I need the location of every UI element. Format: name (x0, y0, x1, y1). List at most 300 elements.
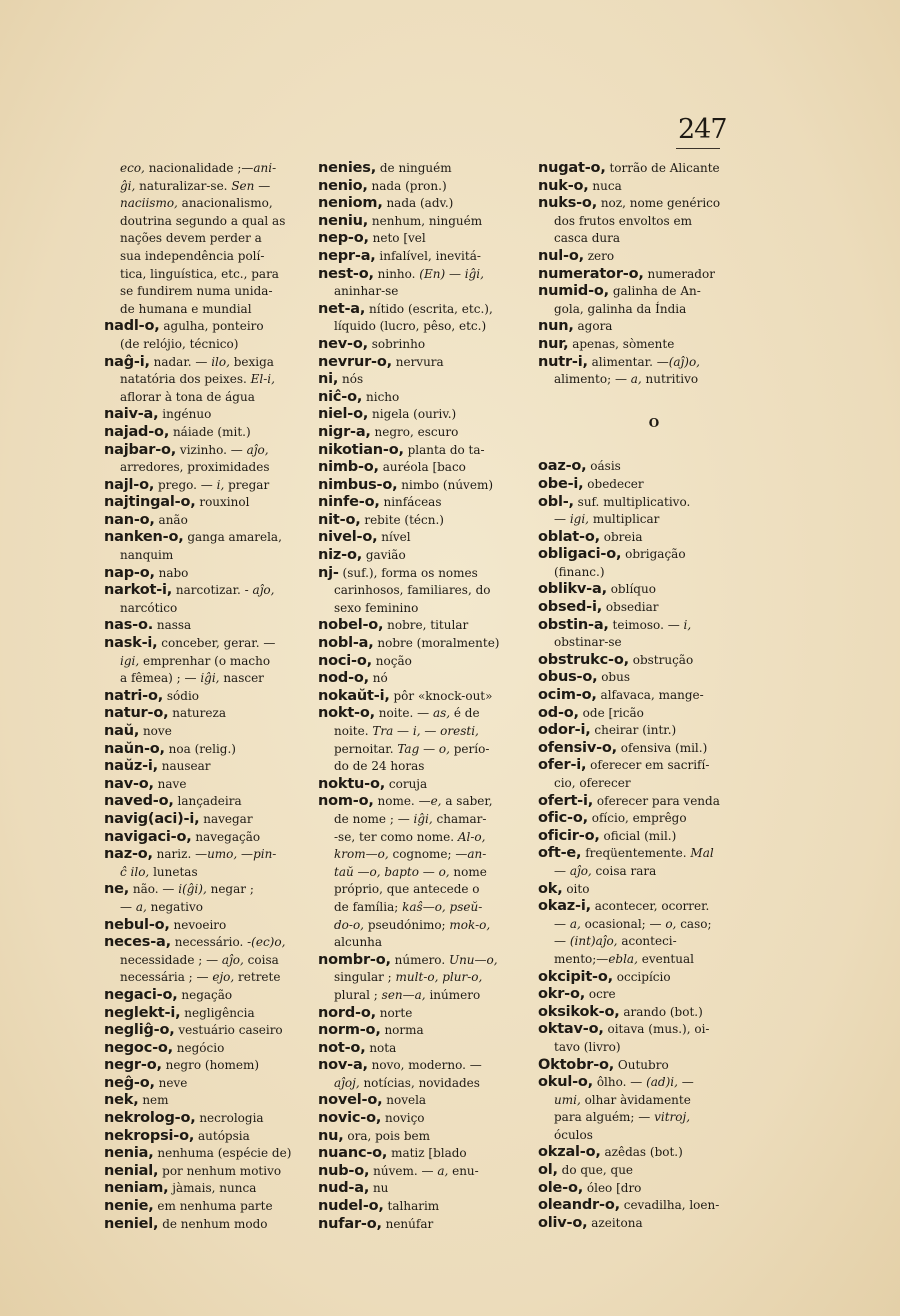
entry-line (318, 266, 528, 284)
definition-text: náiade (mit.) (169, 424, 251, 439)
headword: niel-o, (318, 406, 369, 423)
entry-line (318, 793, 528, 811)
headword: negaci-o, (104, 986, 178, 1003)
definition-text: obus (597, 670, 630, 685)
headword: nod-o, (318, 670, 369, 687)
definition-text: cheirar (intr.) (590, 723, 677, 738)
definition-text: nobre, titular (383, 618, 469, 633)
entry-line (104, 213, 306, 231)
entry-line (104, 723, 306, 741)
entry-line (538, 1127, 770, 1145)
definition-text: carinhosos, familiares, do (334, 583, 491, 598)
headword: ofer-i, (538, 757, 587, 774)
entry-line (318, 301, 528, 319)
definition-text: arando (bot.) (619, 1004, 703, 1019)
definition-text: nevoeiro (169, 917, 227, 932)
entry-line (104, 741, 306, 759)
definition-text: inúmero (425, 987, 481, 1002)
definition-text: nervura (391, 354, 444, 369)
entry-line (104, 670, 306, 688)
entry-line (318, 723, 528, 741)
entry-line (104, 1198, 306, 1216)
entry-line (538, 248, 770, 266)
headword: obligaci-o, (538, 546, 622, 563)
derived-form: an- (467, 847, 487, 862)
definition-text: a fêmea) ; — (120, 671, 201, 686)
entry-line (318, 1022, 528, 1040)
entry-line (538, 881, 770, 899)
definition-text: matiz [blado (387, 1146, 467, 1161)
entry-line (538, 617, 770, 635)
headword: okul-o, (538, 1074, 593, 1091)
headword: od-o, (538, 704, 579, 721)
definition-text: zero (583, 248, 615, 263)
definition-text: por nenhum motivo (158, 1163, 282, 1178)
definition-text: ganga amarela, (183, 530, 282, 545)
definition-text: neto [vel (368, 231, 426, 246)
headword: nekrolog-o, (104, 1110, 196, 1127)
definition-text: noa (relig.) (164, 741, 236, 756)
derived-form: Al-o, (457, 829, 486, 844)
entry-line (538, 1039, 770, 1057)
headword: nufar-o, (318, 1215, 382, 1232)
entry-line (538, 160, 770, 178)
headword: natur-o, (104, 705, 169, 722)
headword: neniu, (318, 212, 369, 229)
headword: naŭz-i, (104, 758, 158, 775)
entry-line (104, 969, 306, 987)
definition-text: eventual (637, 951, 694, 966)
entry-line (538, 494, 770, 512)
definition-text: — (554, 934, 570, 949)
entry-line (318, 1110, 528, 1128)
entry-line (104, 864, 306, 882)
entry-line (104, 178, 306, 196)
entry-line (104, 705, 306, 723)
definition-text: nada (pron.) (367, 178, 447, 193)
entry-line (104, 230, 306, 248)
entry-line (318, 230, 528, 248)
definition-text: arredores, proximidades (120, 460, 270, 475)
entry-line (318, 1075, 528, 1093)
headword: nul-o, (538, 247, 584, 264)
headword: oft-e, (538, 845, 582, 862)
headword: okaz-i, (538, 898, 591, 915)
definition-text: teimoso. — (608, 617, 684, 632)
entry-line (318, 178, 528, 196)
definition-text: vestuário caseiro (174, 1023, 283, 1038)
entry-line (318, 846, 528, 864)
entry-line (104, 565, 306, 583)
definition-text: autópsia (194, 1128, 250, 1143)
entry-line (318, 881, 528, 899)
entry-line (318, 354, 528, 372)
entry-line (104, 371, 306, 389)
entry-line (104, 1022, 306, 1040)
definition-text: ôlho. — (593, 1075, 647, 1090)
headword: nenie, (104, 1198, 154, 1215)
entry-line (318, 424, 528, 442)
entry-line (104, 301, 306, 319)
definition-text: nenhuma (espécie de) (153, 1146, 292, 1161)
headword: neniam, (104, 1180, 169, 1197)
headword: obsed-i, (538, 599, 603, 616)
definition-text: necessária ; — (120, 970, 213, 985)
definition-text: nu (369, 1181, 389, 1196)
headword: nu, (318, 1127, 344, 1144)
entry-line (538, 1021, 770, 1039)
derived-form: iĝi, (200, 671, 220, 686)
definition-text: agora (573, 319, 613, 334)
definition-text: ora, pois bem (343, 1128, 430, 1143)
entry-line (318, 776, 528, 794)
entry-line (318, 670, 528, 688)
derived-form: aĵo, (252, 583, 275, 598)
definition-text: coruja (385, 776, 428, 791)
headword: oliv-o, (538, 1214, 588, 1231)
headword: odor-i, (538, 722, 591, 739)
entry-line (538, 476, 770, 494)
definition-text: nítido (escrita, etc.), (365, 301, 493, 316)
headword: obus-o, (538, 669, 598, 686)
entry-line (318, 1128, 528, 1146)
entry-line (318, 952, 528, 970)
derived-form: Unu—o, (448, 952, 498, 967)
entry-line (104, 1040, 306, 1058)
derived-form: ejo, (212, 970, 235, 985)
definition-text: negro (homem) (161, 1058, 260, 1073)
headword: nivel-o, (318, 529, 378, 546)
page-number: 247 (678, 114, 727, 145)
entry-line (104, 1075, 306, 1093)
definition-text: pernoitar. (334, 741, 398, 756)
headword: oblikv-a, (538, 581, 607, 598)
definition-text: cognome; — (388, 847, 468, 862)
entry-line (538, 564, 770, 582)
entry-line (104, 547, 306, 565)
entry-line (104, 477, 306, 495)
entry-line (538, 1109, 770, 1127)
entry-line (104, 160, 306, 178)
headword: nenia, (104, 1145, 154, 1162)
derived-form: (ad)i, (646, 1075, 678, 1090)
definition-text: rebite (técn.) (360, 512, 444, 527)
definition-text: norte (375, 1005, 413, 1020)
definition-text: negativo (146, 899, 203, 914)
headword: norm-o, (318, 1022, 381, 1039)
entry-line (538, 178, 770, 196)
headword: nap-o, (104, 564, 155, 581)
entry-line (318, 248, 528, 266)
entry-line (104, 318, 306, 336)
definition-text: cio, oferecer (554, 776, 631, 790)
definition-text: nutritivo (641, 372, 699, 387)
entry-line (318, 917, 528, 935)
derived-form: Mal (690, 846, 714, 861)
definition-text: óculos (554, 1127, 593, 1142)
headword: naz-o, (104, 846, 153, 863)
definition-text: nuca (588, 178, 622, 193)
headword: neniom, (318, 195, 383, 212)
headword: nask-i, (104, 635, 158, 652)
entry-line (318, 617, 528, 635)
headword: navig(aci)-i, (104, 810, 200, 827)
definition-text: galinha de An- (609, 284, 701, 299)
definition-text: oásis (586, 459, 621, 474)
entry-line (104, 248, 306, 266)
entry-line (538, 336, 770, 354)
definition-text: número. (390, 952, 449, 967)
headword: najtingal-o, (104, 494, 196, 511)
headword: not-o, (318, 1039, 366, 1056)
entry-line (104, 459, 306, 477)
entry-line (318, 1163, 528, 1181)
headword: novel-o, (318, 1092, 383, 1109)
headword: nudel-o, (318, 1198, 384, 1215)
definition-text: negócio (172, 1040, 225, 1055)
headword: negr-o, (104, 1057, 162, 1074)
definition-text: novela (382, 1093, 427, 1108)
definition-text: infalível, inevitá- (375, 248, 481, 263)
derived-form: a, (630, 372, 642, 387)
definition-text: necrologia (195, 1111, 264, 1126)
headword: nord-o, (318, 1004, 376, 1021)
definition-text: sua independência polí- (120, 248, 265, 263)
entry-line (538, 722, 770, 740)
headword: numerator-o, (538, 265, 644, 282)
derived-form: umo, (207, 847, 238, 862)
definition-text: ingénuo (158, 407, 212, 422)
entry-line (538, 1074, 770, 1092)
definition-text: nó (368, 671, 388, 686)
entry-line (104, 635, 306, 653)
entry-line (104, 1180, 306, 1198)
entry-line (538, 652, 770, 670)
headword: naŭn-o, (104, 740, 165, 757)
entry-line (538, 230, 770, 248)
entry-line (538, 757, 770, 775)
entry-line (538, 283, 770, 301)
definition-text: nave (153, 776, 187, 791)
entry-line (104, 653, 306, 671)
derived-form: sen—a, (381, 987, 426, 1002)
definition-text: perío- (449, 741, 490, 756)
headword: neniel, (104, 1215, 159, 1232)
derived-form: as, (432, 706, 451, 721)
entry-line (104, 793, 306, 811)
headword: nobl-a, (318, 635, 374, 652)
entry-line (104, 1128, 306, 1146)
definition-text: nadar. — (149, 354, 212, 369)
headword: noci-o, (318, 652, 372, 669)
entry-line (104, 582, 306, 600)
definition-text: apenas, sòmente (568, 336, 675, 351)
definition-text: de humana e mundial (120, 301, 252, 316)
headword: nokaŭt-i, (318, 687, 390, 704)
entry-line (538, 845, 770, 863)
definition-text: singular ; (334, 970, 396, 985)
headword: nan-o, (104, 511, 155, 528)
definition-text: não. — (129, 882, 179, 897)
headword: naved-o, (104, 793, 174, 810)
headword: nit-o, (318, 511, 361, 528)
derived-form: i, (216, 477, 225, 492)
definition-text: bexiga (229, 354, 274, 369)
entry-line (104, 881, 306, 899)
definition-text: nigela (ouriv.) (368, 407, 457, 422)
headword: numid-o, (538, 283, 609, 300)
entry-line (538, 775, 770, 793)
dictionary-column-1 (104, 160, 306, 1233)
headword: oaz-o, (538, 458, 587, 475)
entry-line (104, 758, 306, 776)
entry-line (318, 389, 528, 407)
entry-line (318, 758, 528, 776)
headword: negliĝ-o, (104, 1022, 175, 1039)
derived-form: a, (569, 916, 581, 931)
definition-text: negação (177, 987, 233, 1002)
entry-line (538, 546, 770, 564)
definition-text: oferecer em sacrifí- (586, 758, 710, 773)
definition-text: ofício, emprêgo (587, 811, 687, 826)
definition-text: ocasional; — (580, 916, 666, 931)
entry-line (318, 283, 528, 301)
definition-text: mento;— (554, 951, 609, 966)
entry-line (318, 1145, 528, 1163)
definition-text: Outubro (614, 1057, 669, 1072)
entry-line (318, 705, 528, 723)
definition-text: obrigação (621, 547, 686, 562)
headword: ok, (538, 880, 563, 897)
entry-line (318, 864, 528, 882)
entry-line (538, 828, 770, 846)
definition-text: tica, linguística, etc., para (120, 266, 279, 281)
definition-text: oito (562, 881, 590, 896)
entry-line (318, 547, 528, 565)
derived-form: (int)aĵo, (569, 934, 618, 949)
derived-form: Tra — i, — oresti, (372, 724, 479, 738)
headword: nimbus-o, (318, 476, 398, 493)
headword: nombr-o, (318, 951, 391, 968)
definition-text: natatória dos peixes. (120, 372, 251, 387)
definition-text: próprio, que antecede o (334, 882, 480, 897)
definition-text: do que, que (557, 1163, 634, 1178)
entry-line (318, 213, 528, 231)
headword: okr-o, (538, 986, 586, 1003)
headword: ninfe-o, (318, 494, 380, 511)
headword: nenies, (318, 160, 377, 176)
entry-line (104, 336, 306, 354)
definition-text: nações devem perder a (120, 231, 262, 246)
entry-line (318, 1005, 528, 1023)
definition-text: nível (377, 530, 411, 545)
entry-line (104, 512, 306, 530)
definition-text: oitava (mus.), oi- (603, 1022, 710, 1037)
definition-text: plural ; (334, 987, 382, 1002)
headword: nas-o. (104, 617, 154, 634)
entry-line (538, 634, 770, 652)
definition-text: aninhar-se (334, 284, 399, 299)
derived-form: Tag — o, (397, 741, 450, 756)
definition-text: negar ; (206, 882, 254, 897)
headword: ofert-i, (538, 792, 594, 809)
entry-line (538, 933, 770, 951)
entry-line (104, 1005, 306, 1023)
definition-text: ofensiva (mil.) (616, 740, 708, 755)
definition-text: óleo [dro (583, 1180, 642, 1195)
definition-text: pseudónimo; (364, 917, 450, 932)
definition-text: obstinar-se (554, 635, 622, 650)
derived-form: taŭ —o, bapto — o, (334, 864, 450, 879)
definition-text: dos frutos envoltos em (554, 213, 692, 228)
entry-line (318, 477, 528, 495)
headword: nugat-o, (538, 160, 606, 176)
entry-line (104, 283, 306, 301)
definition-text: ode [ricão (578, 705, 644, 720)
definition-text: — (554, 916, 570, 931)
derived-form: igi, (120, 653, 140, 668)
entry-line (538, 213, 770, 231)
derived-form: (En) — iĝi, (419, 266, 484, 281)
headword: niz-o, (318, 547, 363, 564)
headword: nud-a, (318, 1180, 370, 1197)
derived-form: mult-o, plur-o, (395, 970, 483, 985)
definition-text: anacionalismo, (177, 196, 273, 211)
derived-form: i, (683, 617, 692, 632)
headword: okcipit-o, (538, 968, 613, 985)
headword: okzal-o, (538, 1144, 601, 1161)
headword: ofensiv-o, (538, 739, 617, 756)
definition-text: ocre (585, 987, 616, 1002)
entry-line (104, 617, 306, 635)
definition-text: multiplicar (589, 512, 660, 527)
derived-form: El-i, (250, 372, 275, 387)
headword: niĉ-o, (318, 388, 363, 405)
definition-text: aconteci- (617, 934, 677, 949)
definition-text: do de 24 horas (334, 759, 425, 774)
entry-line (538, 740, 770, 758)
entry-line (318, 688, 528, 706)
entry-line (318, 635, 528, 653)
definition-text: sexo feminino (334, 600, 419, 615)
entry-line (538, 705, 770, 723)
headword: oleandr-o, (538, 1197, 620, 1214)
entry-line (538, 529, 770, 547)
entry-line (538, 371, 770, 389)
definition-text: ninfáceas (379, 495, 442, 510)
headword: nest-o, (318, 265, 374, 282)
definition-text: coisa rara (591, 863, 657, 878)
entry-line (104, 899, 306, 917)
headword: novic-o, (318, 1110, 382, 1127)
headword: neĝ-o, (104, 1074, 155, 1091)
derived-form: ĝi, (120, 178, 136, 193)
entry-line (318, 1040, 528, 1058)
headword: noktu-o, (318, 775, 386, 792)
headword: neces-a, (104, 934, 171, 951)
headword: navigaci-o, (104, 828, 192, 845)
definition-text: de ninguém (376, 161, 452, 175)
definition-text: — (677, 1075, 694, 1090)
definition-text: obreia (599, 529, 643, 544)
derived-form: aĵo, (221, 952, 244, 967)
entry-line (538, 1215, 770, 1233)
headword: nav-o, (104, 775, 154, 792)
definition-text: nobre (moralmente) (373, 636, 500, 651)
headword: neglekt-i, (104, 1004, 181, 1021)
definition-text: emprenhar (o macho (139, 653, 271, 668)
entry-line (104, 1145, 306, 1163)
